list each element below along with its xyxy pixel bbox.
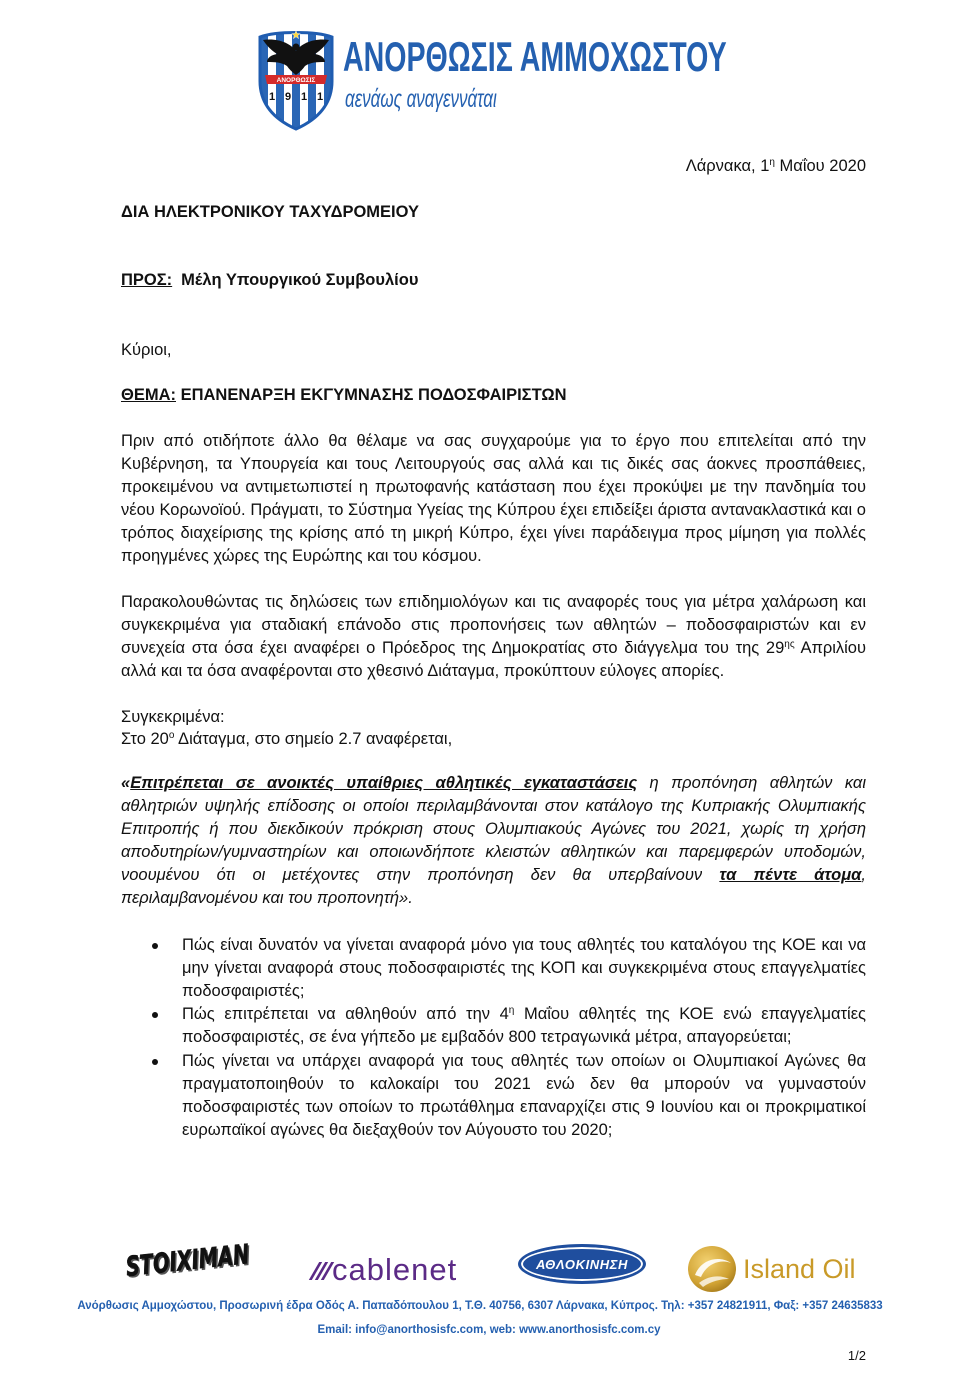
crest-year-digit: 1: [316, 91, 324, 103]
sponsor-stoiximan-logo: STOIXIMAN: [124, 1239, 251, 1283]
letterhead: [0, 0, 978, 140]
ordinal-suffix: ο: [168, 730, 175, 741]
athlokinisi-wordmark: ΑΘΛΟΚΙΝΗΣΗ: [535, 1256, 629, 1272]
crest-year-digit: 1: [268, 91, 276, 103]
cablenet-wordmark: cablenet: [332, 1252, 458, 1287]
questions-list: [121, 934, 866, 1142]
date-prefix: Λάρνακα, 1: [685, 157, 770, 175]
crest-banner-text: ΑΝΟΡΘΩΣΙΣ: [276, 77, 316, 84]
recipient-value: Μέλη Υπουργικού Συμβουλίου: [181, 271, 419, 289]
island-oil-emblem-icon: [687, 1245, 737, 1293]
footer-address: Ανόρθωσις Αμμοχώστου, Προσωρινή έδρα Οδός Α. Παπαδόπουλου 1, Τ.Θ. 40756, 6307 Λάρνακα, Κύπρος. Τηλ: +357 24821911, Φαξ: +357 24635833: [77, 1300, 883, 1312]
page-number: 1/2: [847, 1348, 866, 1363]
club-name: ΑΝΟΡΘΩΣΙΣ ΑΜΜΟΧΩΣΤΟΥ: [343, 33, 727, 80]
club-motto: αενάως αναγεννάται: [345, 85, 497, 113]
quote-emphasis-facilities: Επιτρέπεται σε ανοικτές υπαίθριες αθλητικές εγκαταστάσεις: [130, 774, 638, 792]
list-item: [121, 1050, 866, 1142]
recipient-label: ΠΡΟΣ:: [121, 271, 173, 289]
quote-open-mark: «: [121, 774, 131, 792]
bullet-marker: [152, 1059, 158, 1065]
sponsor-athlokinisi-logo: [518, 1244, 646, 1284]
delivery-method: ΔΙΑ ΗΛΕΚΤΡΟΝΙΚΟΥ ΤΑΧΥΔΡΟΜΕΙΟΥ: [121, 203, 420, 221]
paragraph-congratulations: Πριν από οτιδήποτε άλλο θα θέλαμε να σας συγχαρούμε για το έργο που επιτελείται από την Κυβέρνηση, τα Υπουργεία και τους Λειτουργούς σας αλλά και τις δικές σας άοκνες προσπάθειες, προκειμένου να αντιμετωπιστεί η πρωτοφανής κατάσταση που έχει προκύψει με την πανδημία του νέου Κορωνοϊού. Πράγματι, το Σύστημα Υγείας της Κύπρου έχει επιδείξει άριστα αντανακλαστικά και ο τρόπος διαχείρισης της κρίσης από τη μικρή Κύπρο, έχει γίνει παράδειγμα προς μίμηση για πολλές προηγμένες χώρες της Ευρώπης και του κόσμου.: [121, 432, 866, 565]
list-item: [121, 934, 866, 1003]
decree-reference: [121, 728, 866, 750]
ordinal-suffix: ης: [784, 639, 795, 650]
crest-year-digit: 9: [284, 91, 292, 103]
bullet-marker: [152, 943, 158, 949]
quote-text: η προπόνηση αθλητών και αθλητριών υψηλής επίδοσης οι οποίοι περιλαμβάνονται στον κατάλογο της Κυπριακής Ολυμπιακής Επιτροπής ή που διεκδικούν πρόκριση στους Ολυμπιακούς Αγώνες του 2021, χωρίς τη χρήση αποδυτηρίων/γυμναστηρίων και οποιωνδήποτε κλειστών αθλητικών και παρεμφερών υποδομών, νοουμένου ότι οι μετέχοντες στην προπόνηση δεν θα υπερβαίνουν: [121, 774, 866, 884]
question-text: Μαΐου αθλητές της ΚΟΕ ενώ επαγγελματίες ποδοσφαιριστές, σε ένα γήπεδο με εμβαδόν 800 τετραγωνικά μέτρα, απαγορεύεται;: [182, 1005, 866, 1046]
quote-emphasis-five-people: τα πέντε άτομα: [719, 866, 862, 884]
sponsors-bar: [0, 1236, 978, 1296]
crest-year-digit: 1: [300, 91, 308, 103]
letter-body: [121, 155, 866, 1142]
decree-text: Στο 20: [121, 730, 169, 748]
subject-value: ΕΠΑΝΕΝΑΡΞΗ ΕΚΓΥΜΝΑΣΗΣ ΠΟΔΟΣΦΑΙΡΙΣΤΩΝ: [180, 386, 567, 404]
decree-quote: [121, 772, 866, 910]
eagle-crest-icon: [256, 27, 336, 131]
island-oil-wordmark: Island Oil: [743, 1254, 856, 1284]
question-text: Πώς γίνεται να υπάρχει αναφορά για τους αθλητές των οποίων οι Ολυμπιακοί Αγώνες θα πραγματοποιηθούν το καλοκαίρι του 2021 ενώ δεν θα μπορούν να γυμναστούν ποδοσφαιριστές των οποίων το πρωτάθλημα επαναρχίζει στις 9 Ιουνίου και οι προκριματικοί ευρωπαϊκοί αγώνες θα διεξαχθούν τον Αύγουστο του 2020;: [182, 1052, 866, 1139]
specifics-block: [121, 706, 866, 750]
list-item: [121, 1003, 866, 1049]
question-text: Πώς είναι δυνατόν να γίνεται αναφορά μόνο για τους αθλητές του καταλόγου της ΚΟΕ και να μην γίνεται αναφορά στους ποδοσφαιριστές της ΚΟΠ και συγκεκριμένα στους επαγγελματίες ποδοσφαιριστές;: [182, 936, 866, 1000]
date-suffix: Μαΐου 2020: [774, 157, 866, 175]
subject-line: [121, 384, 866, 407]
date-ordinal: η: [769, 157, 775, 168]
letter-date: [121, 155, 866, 178]
footer-contact: Email: info@anorthosisfc.com, web: www.anorthosisfc.com.cy: [317, 1324, 661, 1336]
recipient-line: [121, 269, 866, 292]
specifically-heading: Συγκεκριμένα:: [121, 708, 225, 726]
paragraph-concerns: [121, 591, 866, 683]
decree-text: Διάταγμα, στο σημείο 2.7 αναφέρεται,: [174, 730, 453, 748]
paragraph-text: Παρακολουθώντας τις δηλώσεις των επιδημιολόγων και τις αναφορές τους για μέτρα χαλάρωση και συγκεκριμένα για σταδιακή επάνοδο στις προπονήσεις των αθλητών – ποδοσφαιριστών και εν συνεχεία στα όσα έχει αναφέρει ο Πρόεδρος της Δημοκρατίας στο διάγγελμα του της 29: [121, 593, 866, 657]
bullet-marker: [152, 1012, 158, 1018]
ordinal-suffix: η: [508, 1005, 515, 1016]
subject-label: ΘΕΜΑ:: [121, 386, 176, 404]
salutation: Κύριοι,: [121, 341, 172, 359]
paragraph-text: Απριλίου αλλά και τα όσα αναφέρονται στο χθεσινό Διάταγμα, προκύπτουν εύλογες απορίες.: [121, 639, 867, 680]
quote-text-end: , περιλαμβανομένου και του προπονητή».: [121, 866, 866, 907]
sponsor-cablenet-logo: [308, 1252, 468, 1288]
question-text: Πώς επιτρέπεται να αθληθούν από την 4: [182, 1005, 509, 1023]
